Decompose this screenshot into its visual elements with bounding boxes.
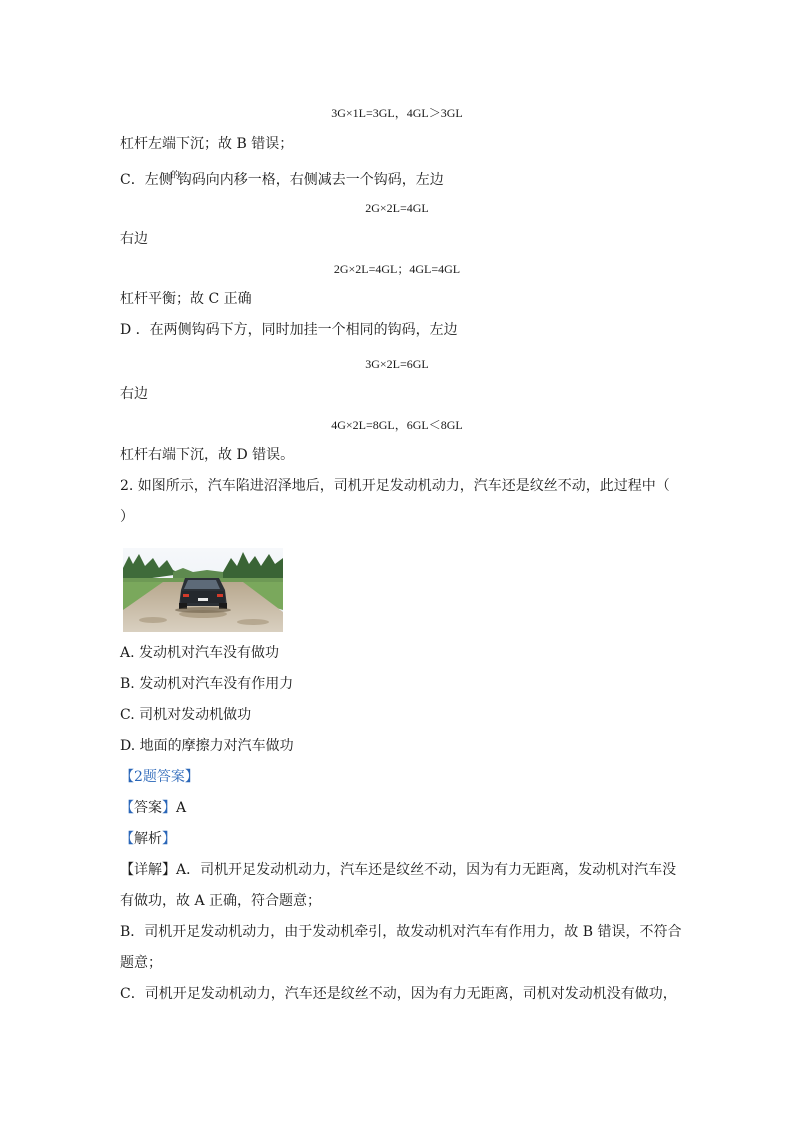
option-a: A. 发动机对汽车没有做功 bbox=[120, 645, 280, 661]
answer-value: A bbox=[176, 800, 187, 816]
detail-line-2: 有做功，故 A 正确，符合题意； bbox=[120, 893, 322, 909]
answer-label-open: 【 bbox=[120, 800, 134, 816]
option-c: C. 司机对发动机做功 bbox=[120, 707, 252, 723]
lever-d-conclusion: 杠杆右端下沉，故 D 错误。 bbox=[120, 447, 295, 463]
answer-section-header bbox=[120, 768, 199, 786]
superscript-char: 的 bbox=[170, 171, 180, 181]
car-stuck-in-mud-image bbox=[123, 548, 283, 632]
formula-1: 3G×1L=3GL，4GL＞3GL bbox=[331, 106, 463, 120]
question-2-stem-line-1: 2. 如图所示，汽车陷进沼泽地后，司机开足发动机动力，汽车还是纹丝不动，此过程中（ bbox=[120, 478, 670, 494]
detail-open: 【 bbox=[120, 862, 134, 878]
lever-c-conclusion: 杠杆平衡；故 C 正确 bbox=[120, 291, 252, 307]
detail-close: 】 bbox=[162, 862, 176, 878]
option-c-rest: 钩码向内移一格，右侧减去一个钩码，左边 bbox=[177, 172, 444, 188]
formula-3: 2G×2L=4GL；4GL=4GL bbox=[333, 262, 461, 276]
detail-text-1: A．司机开足发动机动力，汽车还是纹丝不动，因为有力无距离，发动机对汽车没 bbox=[176, 862, 677, 878]
right-side-label-2: 右边 bbox=[120, 386, 148, 402]
detail-line-1 bbox=[120, 861, 676, 879]
answer-header-bracket-open: 【 bbox=[120, 769, 134, 785]
right-side-label-1: 右边 bbox=[120, 231, 148, 247]
option-d: D. 地面的摩擦力对汽车做功 bbox=[120, 738, 294, 754]
option-c-prefix: C．左侧 bbox=[120, 172, 173, 188]
answer-label-close: 】 bbox=[162, 800, 176, 816]
detail-line-5: C．司机开足发动机动力，汽车还是纹丝不动，因为有力无距离，司机对发动机没有做功， bbox=[120, 986, 677, 1002]
formula-5: 4G×2L=8GL，6GL＜8GL bbox=[331, 418, 463, 432]
answer-header-bracket-close: 】 bbox=[184, 769, 199, 785]
analysis-label: 解析 bbox=[134, 831, 162, 847]
analysis-close: 】 bbox=[162, 831, 176, 847]
answer-header-text: 2题答案 bbox=[134, 769, 185, 785]
formula-2: 2G×2L=4GL bbox=[365, 201, 429, 215]
answer-label: 答案 bbox=[134, 800, 162, 816]
formula-4: 3G×2L=6GL bbox=[365, 357, 429, 371]
detail-line-3: B．司机开足发动机动力，由于发动机牵引，故发动机对汽车有作用力，故 B 错误，不符合 bbox=[120, 924, 682, 940]
analysis-label-line bbox=[120, 830, 176, 848]
analysis-open: 【 bbox=[120, 831, 134, 847]
option-c-explanation bbox=[120, 167, 444, 189]
option-d-explanation: D ．在两侧钩码下方，同时加挂一个相同的钩码，左边 bbox=[120, 322, 458, 338]
lever-b-conclusion: 杠杆左端下沉；故 B 错误； bbox=[120, 136, 294, 152]
answer-line bbox=[120, 799, 186, 817]
option-b: B. 发动机对汽车没有作用力 bbox=[120, 676, 294, 692]
detail-line-4: 题意； bbox=[120, 955, 162, 971]
question-2-stem-line-2: ） bbox=[120, 509, 134, 525]
detail-label: 详解 bbox=[134, 862, 162, 878]
